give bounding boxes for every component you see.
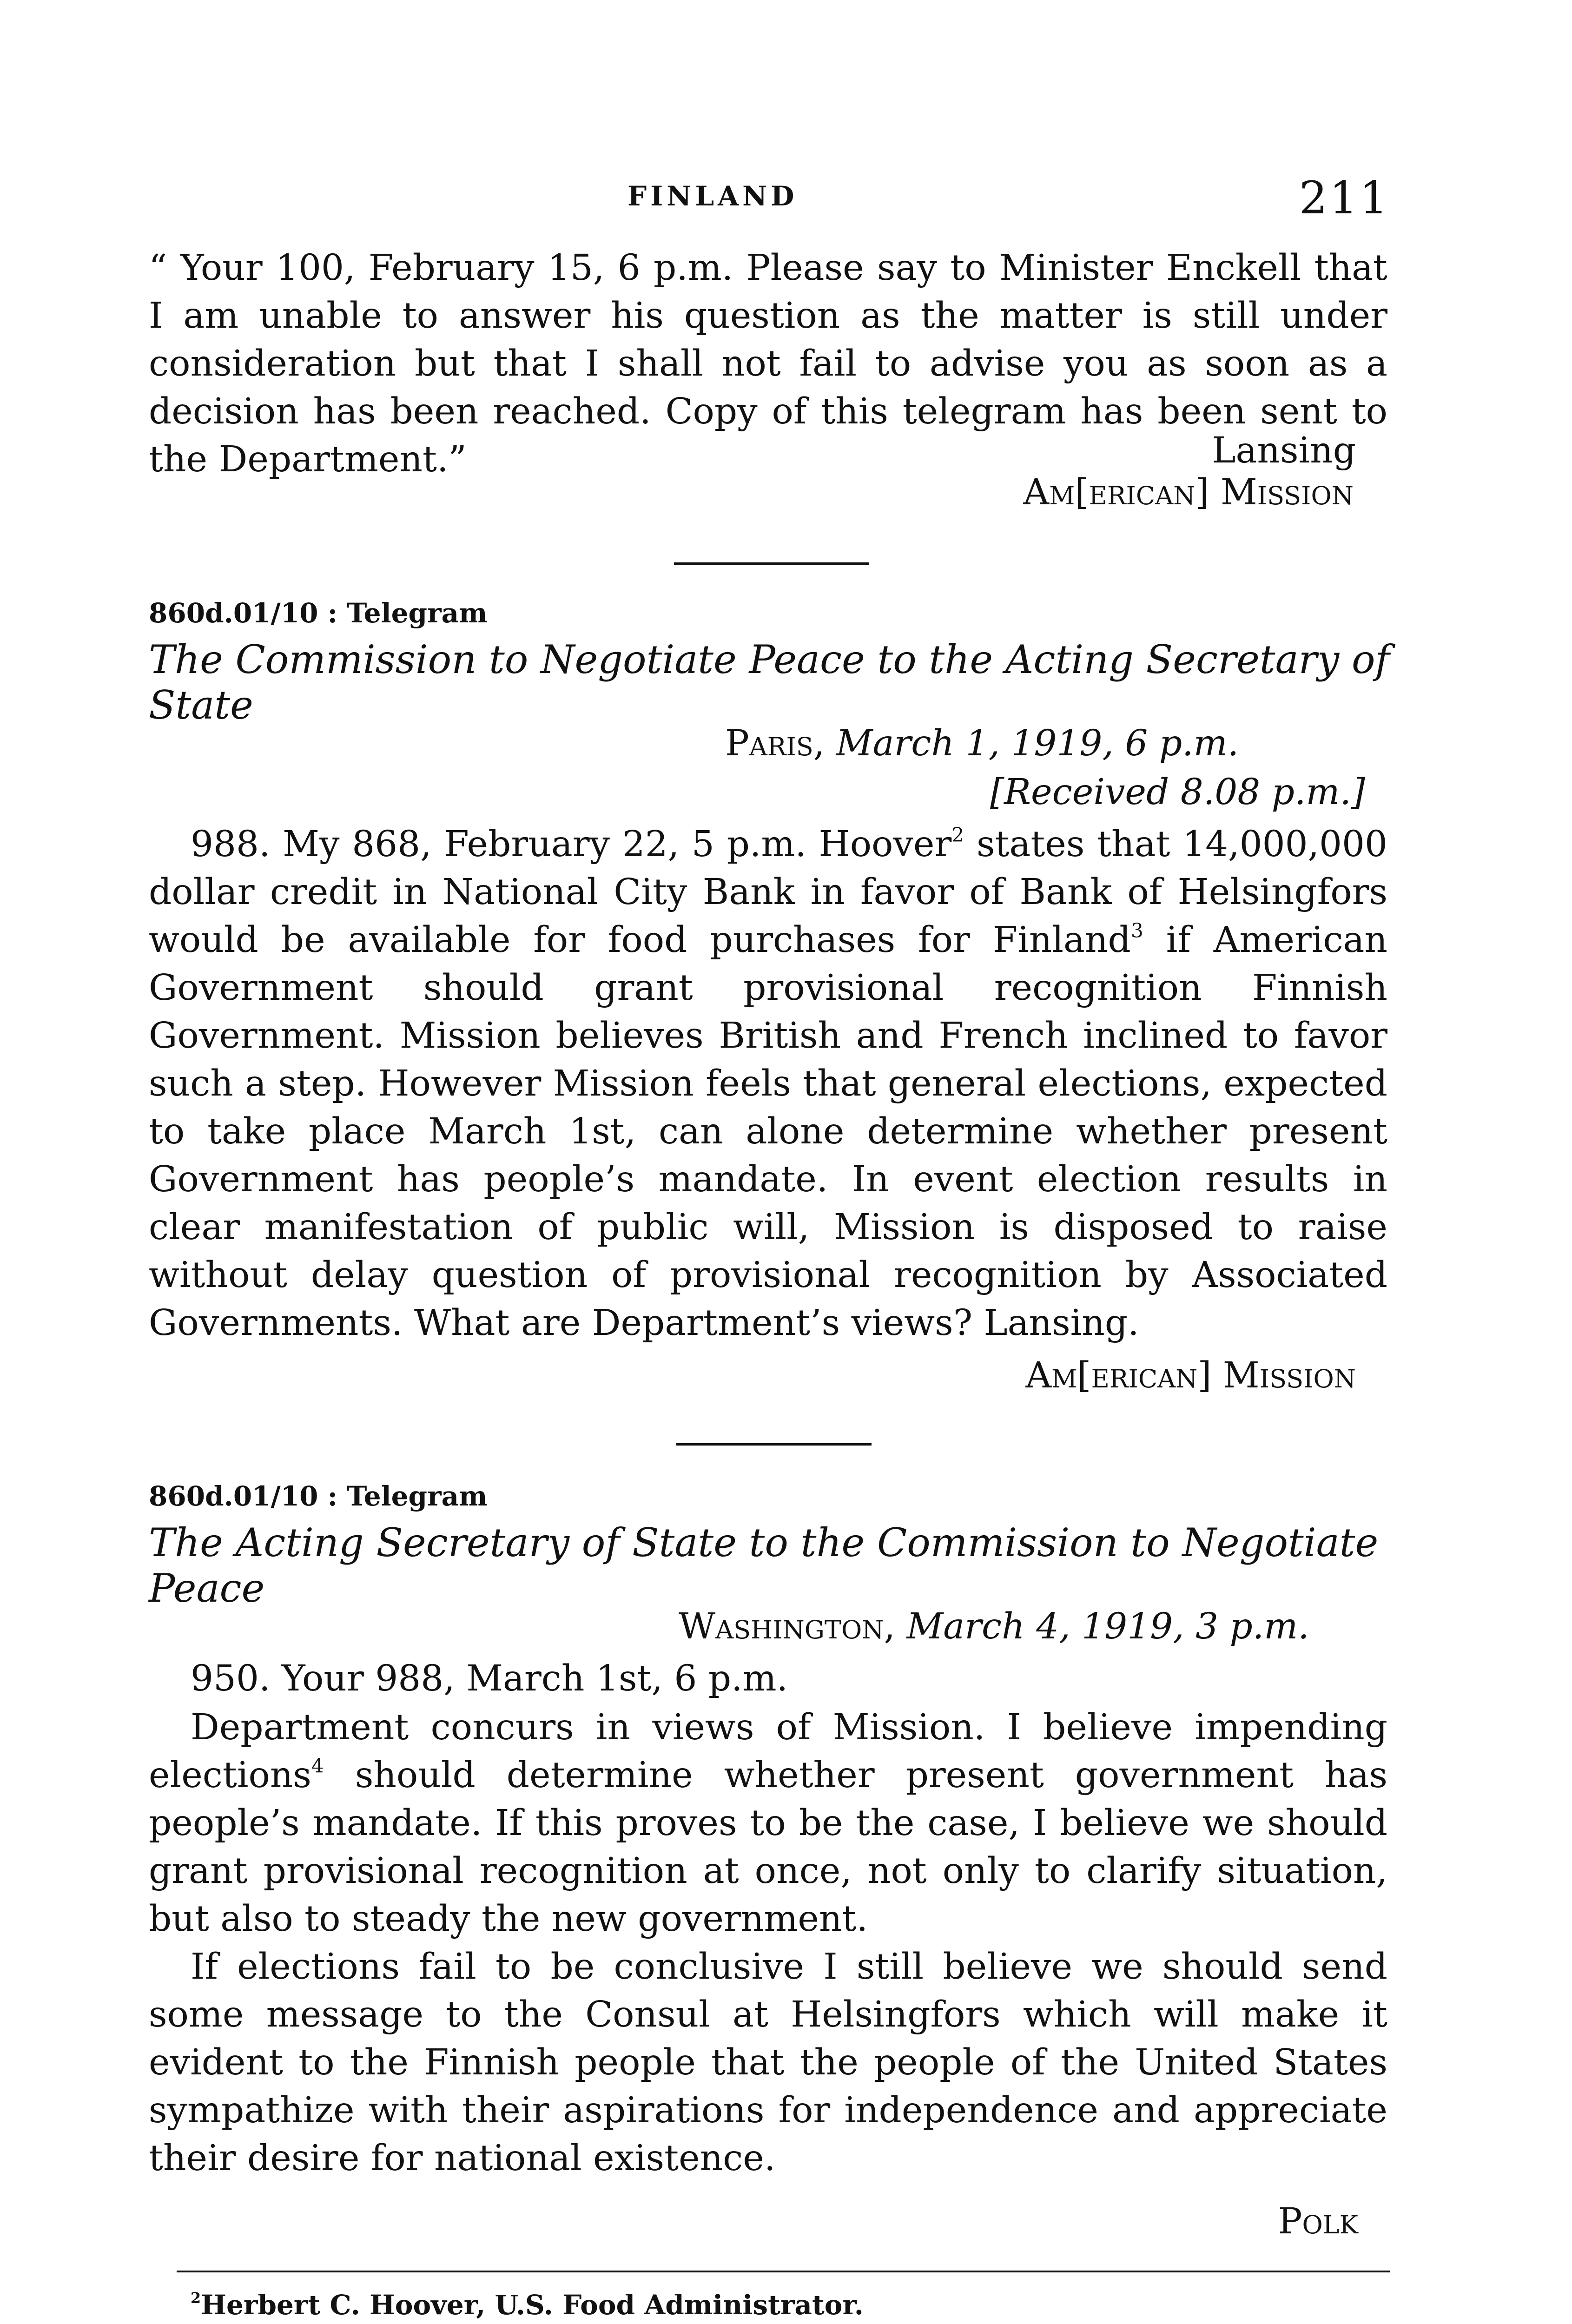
running-head-title: FINLAND (627, 180, 798, 212)
dateline-place: Washington, (679, 1606, 895, 1647)
telegram-950-ref: 950. Your 988, March 1st, 6 p.m. (191, 1658, 788, 1699)
footnote-ref: 2 (951, 823, 964, 846)
body-text: if American Government should grant provisional recognition Finnish Government. Mission believes British and French inclined to favor such a step. However Mission feels that general elections, expected to take place March 1st, can alone determine whether present Government has people’s mandate. In event election results in clear manifestation of public will, Mission is disposed to raise without delay question of provisional recognition by Associated Governments. What are Department’s views? Lansing. (149, 919, 1388, 1344)
body-text: 988. My 868, February 22, 5 p.m. Hoover (191, 824, 952, 865)
body-text: Department concurs in views of Mission. I believe impending elections (149, 1707, 1387, 1796)
document-heading: The Acting Secretary of State to the Commission to Negotiate Peace (149, 1520, 1379, 1611)
footnote-text: Herbert C. Hoover, U.S. Food Administrator. (201, 2289, 864, 2321)
dateline-date: March 4, 1919, 3 p.m. (906, 1606, 1309, 1647)
body-text: should determine whether present government has people’s mandate. If this proves to be the case, I believe we should grant provisional recognition at once, not only to clarify situation, but also to steady the new government. (149, 1755, 1387, 1940)
page-number: 211 (1299, 172, 1390, 224)
dateline-place: Paris, (725, 723, 825, 764)
footnote-2 (191, 2289, 864, 2321)
telegram-950-paragraph-1 (149, 1703, 1387, 1943)
footnote-mark: 2 (191, 2289, 201, 2307)
document-heading: The Commission to Negotiate Peace to the Acting Secretary of State (149, 637, 1390, 728)
received-time: [Received 8.08 p.m.] (990, 772, 1365, 813)
dateline-date: March 1, 1919, 6 p.m. (836, 723, 1239, 764)
signature-polk: Polk (1278, 2201, 1358, 2242)
dateline (725, 723, 1239, 764)
signature-mission-1: Am[erican] Mission (1023, 472, 1354, 513)
file-reference: 860d.01/10 : Telegram (149, 597, 488, 629)
signature-lansing: Lansing (1212, 430, 1356, 471)
body-text: states that 14,000,000 dollar credit in National City Bank in favor of Bank of Helsingfors would be available for food purchases for Finland (149, 824, 1388, 961)
telegram-988-body (149, 820, 1387, 1347)
section-divider (676, 1443, 872, 1446)
running-head (0, 172, 1572, 224)
quoted-telegram-text: “ Your 100, February 15, 6 p.m. Please say to Minister Enckell that I am unable to answer his question as the matter is still under consideration but that I shall not fail to advise you as soon as a decision has been reached. Copy of this telegram has been sent to the Department.” (149, 247, 1387, 480)
footnote-rule (177, 2271, 1390, 2272)
section-divider (674, 562, 869, 565)
file-reference: 860d.01/10 : Telegram (149, 1480, 488, 1512)
signature-mission-2: Am[erican] Mission (1025, 1355, 1356, 1396)
footnote-ref: 4 (311, 1754, 324, 1777)
telegram-950-paragraph-2: If elections fail to be conclusive I still believe we should send some message to the Consul at Helsingfors which will make it evident to the Finnish people that the people of the United States sympathize with their aspirations for independence and appreciate their desire for national existence. (149, 1946, 1387, 2179)
dateline (679, 1606, 1309, 1647)
footnote-ref: 3 (1130, 919, 1143, 942)
